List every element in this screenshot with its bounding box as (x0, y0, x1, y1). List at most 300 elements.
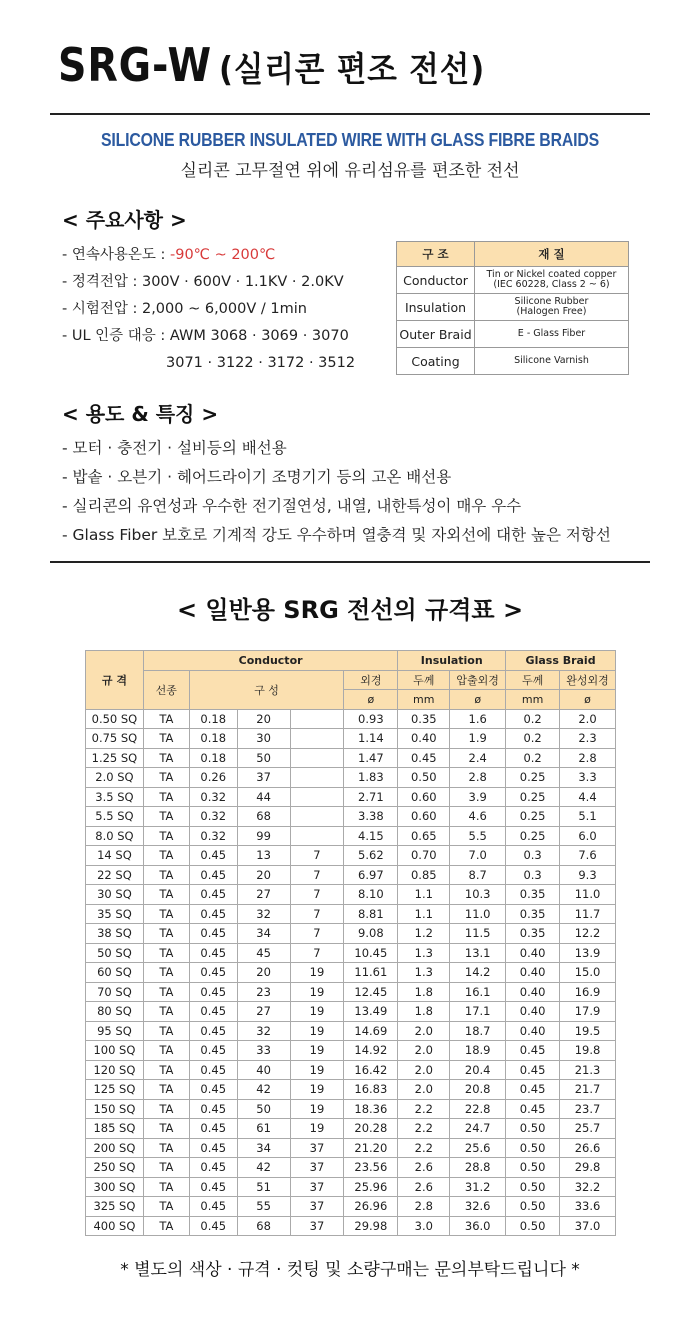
table-cell: 1.3 (398, 943, 450, 963)
table-row (86, 807, 616, 827)
table-cell: TA (143, 846, 189, 866)
table-cell: 19.5 (560, 1021, 616, 1041)
table-cell: 29.8 (560, 1158, 616, 1178)
table-cell: 0.40 (398, 729, 450, 749)
table-cell: 27 (237, 1002, 290, 1022)
table-cell: 30 SQ (86, 885, 144, 905)
table-cell: 0.40 (506, 963, 560, 983)
table-row (86, 924, 616, 944)
table-cell: TA (143, 768, 189, 788)
table-cell: TA (143, 1216, 189, 1236)
table-cell: 11.7 (560, 904, 616, 924)
uses-list (62, 434, 611, 550)
table-cell: 9.08 (344, 924, 398, 944)
table-cell: 38 SQ (86, 924, 144, 944)
col-braid-thickness: 두께 (506, 670, 560, 690)
table-cell (290, 748, 344, 768)
table-cell: 14 SQ (86, 846, 144, 866)
table-cell: 37 (290, 1177, 344, 1197)
table-cell: 0.70 (398, 846, 450, 866)
structure-row: Insulation Silicone Rubber (Halogen Free) (397, 294, 629, 321)
table-cell: 0.45 (189, 1138, 237, 1158)
table-cell: 9.3 (560, 865, 616, 885)
table-cell: 2.6 (398, 1158, 450, 1178)
table-row (86, 1138, 616, 1158)
table-cell: 60 SQ (86, 963, 144, 983)
table-cell: 34 (237, 924, 290, 944)
table-cell: 100 SQ (86, 1041, 144, 1061)
col-insulation: Insulation (398, 651, 506, 671)
table-cell: 300 SQ (86, 1177, 144, 1197)
table-cell: 0.45 (189, 1060, 237, 1080)
table-cell: 0.35 (398, 709, 450, 729)
table-cell: 5.5 (450, 826, 506, 846)
table-cell: 2.71 (344, 787, 398, 807)
table-cell: 0.45 (189, 1197, 237, 1217)
table-cell: 16.9 (560, 982, 616, 1002)
spec-header-row-3: ø mm ø mm ø (86, 690, 616, 710)
col-extruded-od: 압출외경 (450, 670, 506, 690)
table-cell: TA (143, 982, 189, 1002)
table-cell: TA (143, 826, 189, 846)
table-row (86, 846, 616, 866)
table-cell: 0.85 (398, 865, 450, 885)
table-cell: 11.0 (560, 885, 616, 905)
structure-header-row (397, 242, 629, 267)
table-cell: 0.45 (189, 1119, 237, 1139)
table-cell: 0.93 (344, 709, 398, 729)
table-cell: 0.32 (189, 826, 237, 846)
table-cell: 7 (290, 846, 344, 866)
table-cell: 2.8 (398, 1197, 450, 1217)
table-cell: 0.45 (189, 885, 237, 905)
table-cell: 25.7 (560, 1119, 616, 1139)
table-row (86, 787, 616, 807)
table-cell: 18.7 (450, 1021, 506, 1041)
table-row (86, 729, 616, 749)
table-cell: 28.8 (450, 1158, 506, 1178)
table-cell: 11.0 (450, 904, 506, 924)
table-cell: 8.81 (344, 904, 398, 924)
table-cell: 0.50 (506, 1216, 560, 1236)
table-cell: 0.45 (189, 1216, 237, 1236)
table-cell: 0.65 (398, 826, 450, 846)
table-cell: 0.26 (189, 768, 237, 788)
table-row (86, 1197, 616, 1217)
table-cell: 30 (237, 729, 290, 749)
table-cell: 22.8 (450, 1099, 506, 1119)
table-cell: 0.45 (189, 1080, 237, 1100)
table-cell: 2.8 (560, 748, 616, 768)
table-cell: TA (143, 807, 189, 827)
table-cell: 99 (237, 826, 290, 846)
table-cell: 3.0 (398, 1216, 450, 1236)
col-conductor: Conductor (143, 651, 397, 671)
table-cell: 0.50 (506, 1119, 560, 1139)
table-cell: 19 (290, 1119, 344, 1139)
table-cell: 6.0 (560, 826, 616, 846)
table-cell: 37 (290, 1216, 344, 1236)
table-cell: 19 (290, 1021, 344, 1041)
table-row (86, 885, 616, 905)
temp-line: - 연속사용온도 : -90℃ ~ 200℃ (62, 247, 276, 263)
footer-note: * 별도의 색상 · 규격 · 컷팅 및 소량구매는 문의부탁드립니다 * (120, 1260, 580, 1280)
table-cell: 35 SQ (86, 904, 144, 924)
table-cell: 200 SQ (86, 1138, 144, 1158)
table-cell: 17.1 (450, 1002, 506, 1022)
table-cell: 0.40 (506, 1002, 560, 1022)
table-cell: 5.1 (560, 807, 616, 827)
table-cell: 3.38 (344, 807, 398, 827)
structure-header-material: 재 질 (475, 242, 629, 267)
table-cell: 0.32 (189, 787, 237, 807)
table-cell (290, 787, 344, 807)
col-glass-braid: Glass Braid (506, 651, 616, 671)
middle-divider (50, 561, 650, 563)
table-cell: 95 SQ (86, 1021, 144, 1041)
table-cell: 0.25 (506, 787, 560, 807)
col-finished-od: 완성외경 (560, 670, 616, 690)
table-cell: 37.0 (560, 1216, 616, 1236)
table-cell: 0.50 (506, 1158, 560, 1178)
table-cell: 42 (237, 1158, 290, 1178)
table-cell: 8.0 SQ (86, 826, 144, 846)
table-cell: 11.61 (344, 963, 398, 983)
table-cell: 32 (237, 1021, 290, 1041)
table-cell: 0.25 (506, 826, 560, 846)
table-cell: 0.45 (189, 865, 237, 885)
table-cell: 34 (237, 1138, 290, 1158)
table-cell: 20 (237, 865, 290, 885)
table-cell: 18.36 (344, 1099, 398, 1119)
top-divider (50, 113, 650, 115)
table-cell: 0.50 (506, 1177, 560, 1197)
table-cell: 2.2 (398, 1099, 450, 1119)
table-cell: 2.4 (450, 748, 506, 768)
table-cell: 55 (237, 1197, 290, 1217)
table-cell: 2.6 (398, 1177, 450, 1197)
table-cell: TA (143, 748, 189, 768)
product-code: SRG-W (58, 38, 213, 92)
table-cell: TA (143, 924, 189, 944)
table-cell: 0.25 (506, 768, 560, 788)
table-cell: 21.3 (560, 1060, 616, 1080)
table-cell: 0.35 (506, 904, 560, 924)
table-cell: TA (143, 1119, 189, 1139)
table-cell: 0.45 (189, 1099, 237, 1119)
table-cell: 1.8 (398, 982, 450, 1002)
table-cell: 0.45 (189, 963, 237, 983)
table-cell: 20 (237, 963, 290, 983)
table-cell: 1.83 (344, 768, 398, 788)
table-cell: 0.40 (506, 1021, 560, 1041)
col-type: 선종 (143, 670, 189, 709)
table-cell: TA (143, 1080, 189, 1100)
table-cell: 125 SQ (86, 1080, 144, 1100)
table-cell: TA (143, 865, 189, 885)
table-cell: 0.50 (398, 768, 450, 788)
table-row (86, 1060, 616, 1080)
table-cell: 19 (290, 1099, 344, 1119)
table-cell: 33.6 (560, 1197, 616, 1217)
table-cell: TA (143, 709, 189, 729)
table-cell: 0.60 (398, 787, 450, 807)
table-cell: 1.9 (450, 729, 506, 749)
table-cell: 0.35 (506, 885, 560, 905)
table-row (86, 1158, 616, 1178)
spec-table (85, 650, 616, 1236)
table-cell: TA (143, 1002, 189, 1022)
table-cell: TA (143, 1138, 189, 1158)
table-cell: 20.8 (450, 1080, 506, 1100)
table-cell: 7.6 (560, 846, 616, 866)
table-cell: 23.56 (344, 1158, 398, 1178)
korean-subtitle: 실리콘 고무절연 위에 유리섬유를 편조한 전선 (180, 161, 520, 181)
table-cell: 25.96 (344, 1177, 398, 1197)
table-cell: 37 (290, 1197, 344, 1217)
table-cell: 10.45 (344, 943, 398, 963)
table-cell: 4.6 (450, 807, 506, 827)
table-cell: 1.14 (344, 729, 398, 749)
table-cell: 11.5 (450, 924, 506, 944)
table-cell: 10.3 (450, 885, 506, 905)
table-cell: 7 (290, 904, 344, 924)
table-cell: 20.28 (344, 1119, 398, 1139)
table-cell: 0.45 (189, 1002, 237, 1022)
spec-header-row-1 (86, 651, 616, 671)
col-size: 규 격 (86, 651, 144, 710)
product-name: (실리콘 편조 전선) (219, 50, 486, 90)
table-cell: TA (143, 963, 189, 983)
table-cell: 1.6 (450, 709, 506, 729)
table-cell: 3.3 (560, 768, 616, 788)
table-cell: 0.40 (506, 982, 560, 1002)
table-cell: 400 SQ (86, 1216, 144, 1236)
table-cell: 1.25 SQ (86, 748, 144, 768)
table-cell: 61 (237, 1119, 290, 1139)
table-cell: 23.7 (560, 1099, 616, 1119)
table-row (86, 1216, 616, 1236)
table-cell: 13.1 (450, 943, 506, 963)
table-cell (290, 729, 344, 749)
spec-header-row-2 (86, 670, 616, 690)
table-cell (290, 768, 344, 788)
table-cell: 185 SQ (86, 1119, 144, 1139)
table-cell (290, 709, 344, 729)
test-voltage-line: - 시험전압 : 2,000 ~ 6,000V / 1min (62, 301, 307, 317)
table-cell: 21.20 (344, 1138, 398, 1158)
table-row (86, 1177, 616, 1197)
table-cell: 2.8 (450, 768, 506, 788)
table-cell: 2.0 (398, 1060, 450, 1080)
table-cell: 6.97 (344, 865, 398, 885)
table-cell: 0.60 (398, 807, 450, 827)
table-cell: 20 (237, 709, 290, 729)
spec-table-title: < 일반용 SRG 전선의 규격표 > (176, 596, 524, 624)
table-cell: 0.40 (506, 943, 560, 963)
table-cell: 18.9 (450, 1041, 506, 1061)
table-cell: 0.50 (506, 1138, 560, 1158)
table-cell: 37 (290, 1158, 344, 1178)
table-cell: 44 (237, 787, 290, 807)
table-cell: 32.6 (450, 1197, 506, 1217)
table-cell: 25.6 (450, 1138, 506, 1158)
table-cell: 0.45 (398, 748, 450, 768)
table-cell: 33 (237, 1041, 290, 1061)
table-cell: 19 (290, 1041, 344, 1061)
table-cell: 8.7 (450, 865, 506, 885)
table-cell: 13.9 (560, 943, 616, 963)
table-cell: 0.45 (189, 904, 237, 924)
table-cell: 250 SQ (86, 1158, 144, 1178)
table-cell: 2.2 (398, 1138, 450, 1158)
table-cell: 0.45 (506, 1080, 560, 1100)
table-cell: 7.0 (450, 846, 506, 866)
page-title (58, 38, 515, 98)
table-cell: 5.62 (344, 846, 398, 866)
table-cell: 50 (237, 748, 290, 768)
table-cell: 7 (290, 865, 344, 885)
table-cell: 3.9 (450, 787, 506, 807)
table-row (86, 982, 616, 1002)
table-cell: 19 (290, 1002, 344, 1022)
table-cell: 27 (237, 885, 290, 905)
table-cell: 17.9 (560, 1002, 616, 1022)
table-cell: 19 (290, 982, 344, 1002)
col-composition: 구 성 (189, 670, 344, 709)
table-cell: 0.3 (506, 846, 560, 866)
voltage-line: - 정격전압 : 300V · 600V · 1.1KV · 2.0KV (62, 274, 344, 290)
table-cell: 0.18 (189, 748, 237, 768)
list-item: - 실리콘의 유연성과 우수한 전기절연성, 내열, 내한특성이 매우 우수 (62, 497, 522, 515)
list-item: - 밥솥 · 오븐기 · 헤어드라이기 조명기기 등의 고온 배선용 (62, 468, 452, 486)
table-cell: 120 SQ (86, 1060, 144, 1080)
table-row (86, 963, 616, 983)
table-row (86, 709, 616, 729)
table-row (86, 1002, 616, 1022)
table-cell: 20.4 (450, 1060, 506, 1080)
table-cell: TA (143, 904, 189, 924)
structure-row: Coating Silicone Varnish (397, 348, 629, 375)
table-cell: 4.4 (560, 787, 616, 807)
table-row (86, 748, 616, 768)
table-cell: 68 (237, 807, 290, 827)
table-cell: 2.0 SQ (86, 768, 144, 788)
temp-range: -90℃ ~ 200℃ (170, 247, 276, 263)
table-cell: 16.83 (344, 1080, 398, 1100)
table-cell: 12.45 (344, 982, 398, 1002)
table-cell: 70 SQ (86, 982, 144, 1002)
table-cell: TA (143, 1060, 189, 1080)
table-cell: 19 (290, 963, 344, 983)
table-cell: 2.0 (398, 1021, 450, 1041)
table-cell: 325 SQ (86, 1197, 144, 1217)
table-cell: 7 (290, 924, 344, 944)
table-cell: 19 (290, 1080, 344, 1100)
table-cell: 16.1 (450, 982, 506, 1002)
table-cell: 26.6 (560, 1138, 616, 1158)
table-cell: 0.45 (189, 943, 237, 963)
col-thickness: 두께 (398, 670, 450, 690)
table-cell: 23 (237, 982, 290, 1002)
table-cell: 1.1 (398, 885, 450, 905)
table-cell: 2.0 (398, 1041, 450, 1061)
table-cell: 50 SQ (86, 943, 144, 963)
table-cell: 0.45 (189, 924, 237, 944)
english-subtitle: SILICONE RUBBER INSULATED WIRE WITH GLASS FIBRE BRAIDS (101, 130, 599, 150)
structure-row: Conductor Tin or Nickel coated copper (IEC 60228, Class 2 ~ 6) (397, 267, 629, 294)
table-row (86, 826, 616, 846)
table-cell: 0.45 (189, 1158, 237, 1178)
table-cell: 2.3 (560, 729, 616, 749)
table-cell: TA (143, 885, 189, 905)
table-cell: 31.2 (450, 1177, 506, 1197)
table-cell: 32.2 (560, 1177, 616, 1197)
table-cell: 4.15 (344, 826, 398, 846)
table-cell: 3.5 SQ (86, 787, 144, 807)
table-cell: 0.50 (506, 1197, 560, 1217)
table-cell: TA (143, 1099, 189, 1119)
table-cell: 13.49 (344, 1002, 398, 1022)
table-cell: 0.45 (189, 982, 237, 1002)
specs-heading: < 주요사항 > (62, 208, 187, 232)
table-cell: 0.45 (506, 1060, 560, 1080)
table-cell: TA (143, 787, 189, 807)
table-row (86, 904, 616, 924)
table-row (86, 768, 616, 788)
table-cell: 45 (237, 943, 290, 963)
table-cell: 26.96 (344, 1197, 398, 1217)
table-row (86, 943, 616, 963)
list-item: - 모터 · 충전기 · 설비등의 배선용 (62, 439, 287, 457)
table-cell: 42 (237, 1080, 290, 1100)
table-cell: 1.1 (398, 904, 450, 924)
table-cell: TA (143, 729, 189, 749)
table-cell: 14.69 (344, 1021, 398, 1041)
table-cell: 14.92 (344, 1041, 398, 1061)
table-cell: TA (143, 1158, 189, 1178)
table-cell: 12.2 (560, 924, 616, 944)
spec-table-body (86, 709, 616, 1236)
table-cell: TA (143, 1197, 189, 1217)
table-cell: TA (143, 1041, 189, 1061)
table-cell: 0.75 SQ (86, 729, 144, 749)
table-cell: 68 (237, 1216, 290, 1236)
table-cell: 50 (237, 1099, 290, 1119)
table-cell: 5.5 SQ (86, 807, 144, 827)
table-cell: 0.3 (506, 865, 560, 885)
table-cell: 0.2 (506, 729, 560, 749)
table-cell: 15.0 (560, 963, 616, 983)
table-cell: 80 SQ (86, 1002, 144, 1022)
table-cell: 0.50 SQ (86, 709, 144, 729)
col-od: 외경 (344, 670, 398, 690)
table-cell: 37 (237, 768, 290, 788)
table-cell: TA (143, 1177, 189, 1197)
ul-line-2: 3071 · 3122 · 3172 · 3512 (166, 355, 356, 371)
table-cell: 0.45 (506, 1041, 560, 1061)
structure-table (396, 241, 629, 375)
table-cell: 1.47 (344, 748, 398, 768)
table-cell: 21.7 (560, 1080, 616, 1100)
table-cell: 24.7 (450, 1119, 506, 1139)
table-cell: 150 SQ (86, 1099, 144, 1119)
structure-row: Outer Braid E - Glass Fiber (397, 321, 629, 348)
table-cell: 1.3 (398, 963, 450, 983)
table-cell: 7 (290, 885, 344, 905)
table-row (86, 1080, 616, 1100)
table-cell: 19.8 (560, 1041, 616, 1061)
